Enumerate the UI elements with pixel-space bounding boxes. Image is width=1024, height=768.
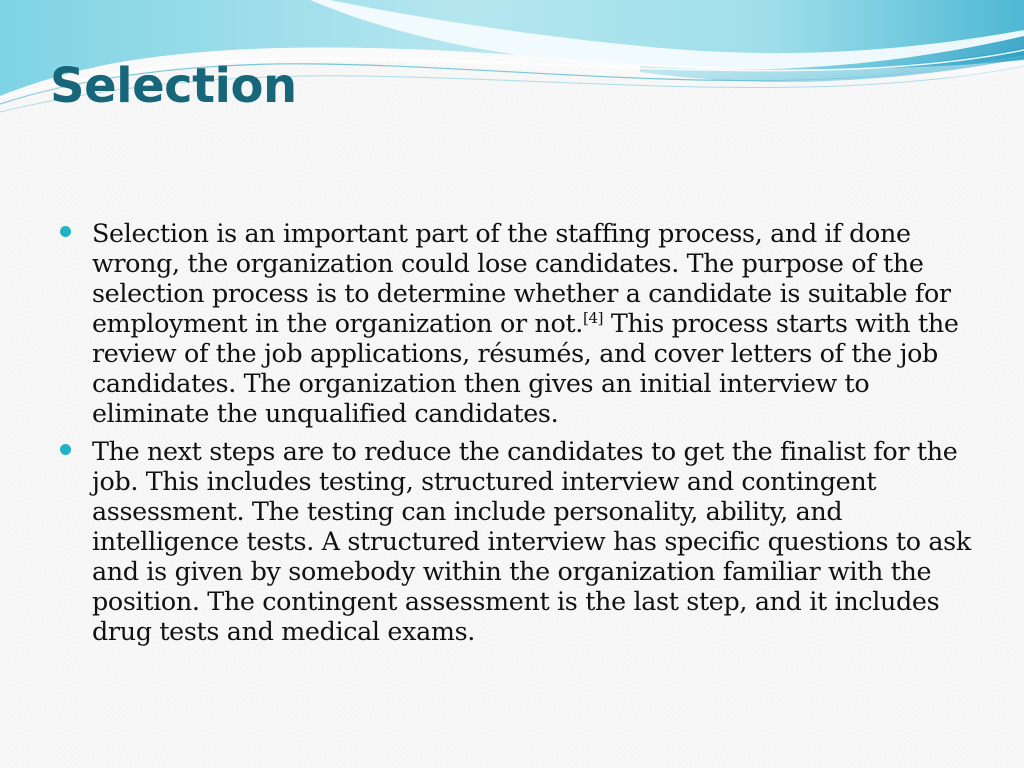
citation-reference-link[interactable]: [4] <box>582 309 604 327</box>
bullet-text-continuation: This process starts with the review of the job applications, résumés, and cover letters of the job candidates. The organization then gives an initial interview to eliminate the unqualified candidates. <box>92 308 959 428</box>
filled-circle-bullet-icon <box>60 444 71 455</box>
slide-title: Selection <box>50 58 297 114</box>
bullet-list <box>60 218 980 654</box>
bullet-item-next-steps <box>60 436 980 646</box>
bullet-text: Selection is an important part of the staffing process, and if done wrong, the organization could lose candidates. The purpose of the selection process is to determine whether a candidate is suitable for employment in the organization or not. <box>92 218 951 338</box>
bullet-text: The next steps are to reduce the candidates to get the finalist for the job. This includes testing, structured interview and contingent assessment. The testing can include personality, ability, and intelligence tests. A structured interview has specific questions to ask and is given by somebody within the organization familiar with the position. The contingent assessment is the last step, and it includes drug tests and medical exams. <box>92 436 971 646</box>
bullet-item-selection-overview <box>60 218 980 428</box>
filled-circle-bullet-icon <box>60 226 71 237</box>
